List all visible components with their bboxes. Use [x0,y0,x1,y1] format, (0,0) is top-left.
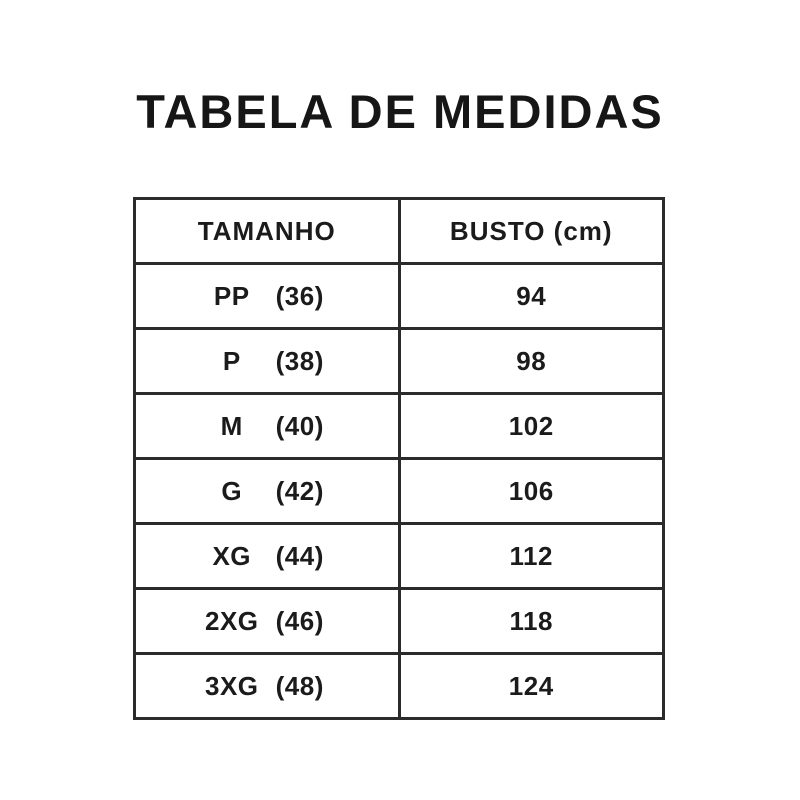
bust-cell: 106 [399,459,664,524]
size-measurement-table [133,197,665,720]
bust-cell: 118 [399,589,664,654]
table-row [135,264,664,329]
size-code: 2XG [204,605,259,636]
table-header-row [135,199,664,264]
size-cell [135,589,400,654]
size-code: P [222,345,241,376]
size-cell [135,459,400,524]
size-cell [135,524,400,589]
size-number: (36) [275,280,324,311]
col-header-busto: BUSTO (cm) [399,199,664,264]
col-header-tamanho: TAMANHO [135,199,400,264]
size-code: 3XG [204,670,259,701]
size-cell [135,654,400,719]
size-code: M [220,410,243,441]
size-number: (42) [275,475,324,506]
table-row [135,459,664,524]
table-row [135,329,664,394]
size-code: XG [212,540,252,571]
size-cell [135,329,400,394]
bust-cell: 102 [399,394,664,459]
bust-cell: 94 [399,264,664,329]
table-row [135,394,664,459]
bust-cell: 98 [399,329,664,394]
size-number: (40) [275,410,324,441]
size-cell [135,264,400,329]
table-row [135,589,664,654]
size-number: (48) [275,670,324,701]
size-cell [135,394,400,459]
size-code: PP [213,280,250,311]
table-row [135,524,664,589]
size-number: (46) [275,605,324,636]
page-title: TABELA DE MEDIDAS [136,85,664,138]
table-row [135,654,664,719]
size-code: G [221,475,243,506]
size-number: (44) [275,540,324,571]
size-number: (38) [275,345,324,376]
bust-cell: 112 [399,524,664,589]
bust-cell: 124 [399,654,664,719]
